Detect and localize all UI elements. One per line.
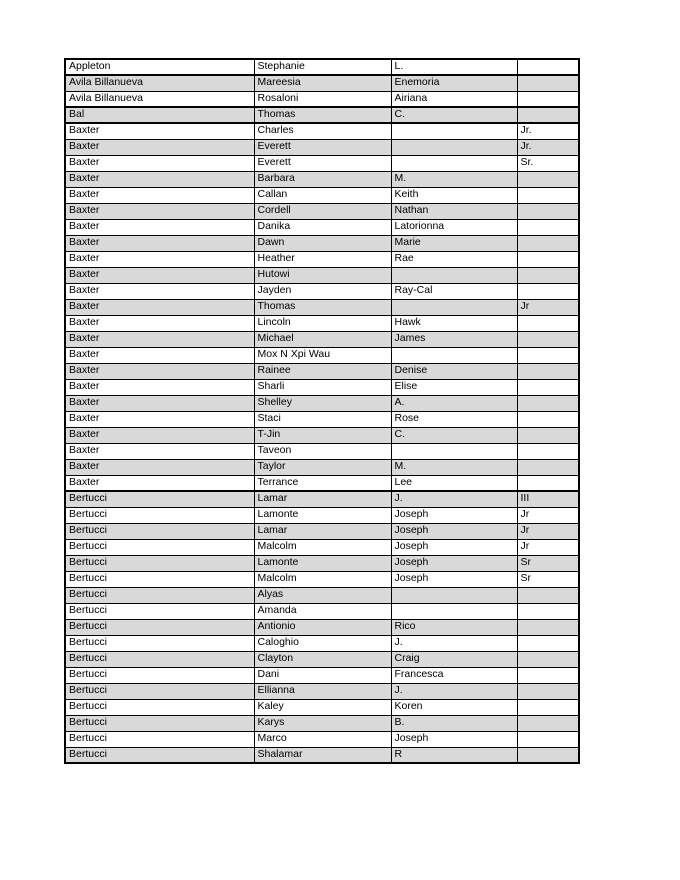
first-name-cell: Michael <box>254 331 391 347</box>
table-row <box>65 539 579 555</box>
table-row <box>65 347 579 363</box>
table-row <box>65 203 579 219</box>
table-row <box>65 747 579 763</box>
suffix-cell <box>517 587 579 603</box>
suffix-cell <box>517 443 579 459</box>
middle-name-cell: Joseph <box>391 731 517 747</box>
last-name-cell: Bertucci <box>65 587 254 603</box>
suffix-cell: Jr <box>517 299 579 315</box>
first-name-cell: Antionio <box>254 619 391 635</box>
suffix-cell <box>517 75 579 91</box>
middle-name-cell <box>391 139 517 155</box>
table-row <box>65 363 579 379</box>
suffix-cell: Jr. <box>517 123 579 139</box>
table-row <box>65 123 579 139</box>
table-row <box>65 459 579 475</box>
table-row <box>65 587 579 603</box>
last-name-cell: Bertucci <box>65 683 254 699</box>
first-name-cell: Kaley <box>254 699 391 715</box>
table-row <box>65 699 579 715</box>
first-name-cell: Shelley <box>254 395 391 411</box>
suffix-cell <box>517 235 579 251</box>
middle-name-cell: M. <box>391 459 517 475</box>
suffix-cell: Jr <box>517 523 579 539</box>
middle-name-cell: Enemoria <box>391 75 517 91</box>
middle-name-cell: J. <box>391 683 517 699</box>
suffix-cell <box>517 731 579 747</box>
middle-name-cell: Nathan <box>391 203 517 219</box>
last-name-cell: Baxter <box>65 251 254 267</box>
table-row <box>65 283 579 299</box>
names-table <box>64 58 580 764</box>
first-name-cell: Lamar <box>254 523 391 539</box>
middle-name-cell: Denise <box>391 363 517 379</box>
table-row <box>65 107 579 123</box>
table-row <box>65 155 579 171</box>
names-table-body <box>65 59 579 763</box>
table-row <box>65 667 579 683</box>
middle-name-cell: Joseph <box>391 507 517 523</box>
table-row <box>65 715 579 731</box>
suffix-cell <box>517 715 579 731</box>
table-row <box>65 507 579 523</box>
table-row <box>65 395 579 411</box>
table-row <box>65 571 579 587</box>
last-name-cell: Bertucci <box>65 491 254 507</box>
first-name-cell: Lamonte <box>254 555 391 571</box>
suffix-cell <box>517 283 579 299</box>
suffix-cell <box>517 603 579 619</box>
suffix-cell <box>517 203 579 219</box>
middle-name-cell: M. <box>391 171 517 187</box>
first-name-cell: Caloghio <box>254 635 391 651</box>
first-name-cell: Lincoln <box>254 315 391 331</box>
suffix-cell <box>517 475 579 491</box>
middle-name-cell: Craig <box>391 651 517 667</box>
last-name-cell: Baxter <box>65 475 254 491</box>
last-name-cell: Baxter <box>65 187 254 203</box>
suffix-cell <box>517 747 579 763</box>
suffix-cell <box>517 251 579 267</box>
middle-name-cell: L. <box>391 59 517 75</box>
table-row <box>65 491 579 507</box>
first-name-cell: Ellianna <box>254 683 391 699</box>
table-row <box>65 411 579 427</box>
middle-name-cell: Joseph <box>391 571 517 587</box>
first-name-cell: Lamar <box>254 491 391 507</box>
table-row <box>65 683 579 699</box>
suffix-cell <box>517 315 579 331</box>
suffix-cell <box>517 395 579 411</box>
suffix-cell: Sr <box>517 555 579 571</box>
last-name-cell: Bertucci <box>65 731 254 747</box>
table-row <box>65 731 579 747</box>
suffix-cell <box>517 107 579 123</box>
last-name-cell: Baxter <box>65 155 254 171</box>
suffix-cell: Jr. <box>517 139 579 155</box>
last-name-cell: Bertucci <box>65 555 254 571</box>
middle-name-cell: Koren <box>391 699 517 715</box>
middle-name-cell <box>391 603 517 619</box>
first-name-cell: Charles <box>254 123 391 139</box>
table-row <box>65 331 579 347</box>
middle-name-cell <box>391 267 517 283</box>
middle-name-cell: Rico <box>391 619 517 635</box>
middle-name-cell: J. <box>391 491 517 507</box>
last-name-cell: Baxter <box>65 315 254 331</box>
last-name-cell: Baxter <box>65 267 254 283</box>
last-name-cell: Baxter <box>65 283 254 299</box>
suffix-cell <box>517 91 579 107</box>
table-row <box>65 443 579 459</box>
first-name-cell: Barbara <box>254 171 391 187</box>
suffix-cell <box>517 667 579 683</box>
suffix-cell <box>517 219 579 235</box>
last-name-cell: Bertucci <box>65 507 254 523</box>
last-name-cell: Bertucci <box>65 539 254 555</box>
table-row <box>65 315 579 331</box>
last-name-cell: Bertucci <box>65 747 254 763</box>
first-name-cell: Hutowi <box>254 267 391 283</box>
suffix-cell: Jr <box>517 539 579 555</box>
middle-name-cell: Rae <box>391 251 517 267</box>
first-name-cell: Taylor <box>254 459 391 475</box>
suffix-cell <box>517 683 579 699</box>
first-name-cell: Sharli <box>254 379 391 395</box>
table-row <box>65 555 579 571</box>
table-row <box>65 187 579 203</box>
last-name-cell: Baxter <box>65 395 254 411</box>
first-name-cell: Shalamar <box>254 747 391 763</box>
middle-name-cell <box>391 299 517 315</box>
last-name-cell: Avila Billanueva <box>65 75 254 91</box>
table-row <box>65 75 579 91</box>
table-row <box>65 235 579 251</box>
first-name-cell: Dani <box>254 667 391 683</box>
last-name-cell: Baxter <box>65 363 254 379</box>
last-name-cell: Baxter <box>65 235 254 251</box>
first-name-cell: Thomas <box>254 107 391 123</box>
table-row <box>65 59 579 75</box>
last-name-cell: Bertucci <box>65 651 254 667</box>
first-name-cell: Rosaloni <box>254 91 391 107</box>
middle-name-cell: Hawk <box>391 315 517 331</box>
last-name-cell: Avila Billanueva <box>65 91 254 107</box>
suffix-cell <box>517 427 579 443</box>
last-name-cell: Bertucci <box>65 523 254 539</box>
first-name-cell: Mareesia <box>254 75 391 91</box>
first-name-cell: Jayden <box>254 283 391 299</box>
first-name-cell: Mox N Xpi Wau <box>254 347 391 363</box>
middle-name-cell <box>391 123 517 139</box>
first-name-cell: Alyas <box>254 587 391 603</box>
first-name-cell: Terrance <box>254 475 391 491</box>
first-name-cell: Rainee <box>254 363 391 379</box>
middle-name-cell <box>391 155 517 171</box>
last-name-cell: Baxter <box>65 171 254 187</box>
middle-name-cell <box>391 443 517 459</box>
middle-name-cell: Airiana <box>391 91 517 107</box>
suffix-cell <box>517 363 579 379</box>
last-name-cell: Baxter <box>65 379 254 395</box>
last-name-cell: Bal <box>65 107 254 123</box>
last-name-cell: Bertucci <box>65 635 254 651</box>
suffix-cell <box>517 619 579 635</box>
last-name-cell: Baxter <box>65 427 254 443</box>
first-name-cell: Amanda <box>254 603 391 619</box>
last-name-cell: Baxter <box>65 203 254 219</box>
last-name-cell: Baxter <box>65 331 254 347</box>
suffix-cell: III <box>517 491 579 507</box>
suffix-cell <box>517 187 579 203</box>
first-name-cell: Staci <box>254 411 391 427</box>
middle-name-cell: Keith <box>391 187 517 203</box>
first-name-cell: Malcolm <box>254 539 391 555</box>
table-row <box>65 251 579 267</box>
first-name-cell: Danika <box>254 219 391 235</box>
first-name-cell: Stephanie <box>254 59 391 75</box>
first-name-cell: Cordell <box>254 203 391 219</box>
last-name-cell: Bertucci <box>65 699 254 715</box>
suffix-cell <box>517 331 579 347</box>
middle-name-cell: Latorionna <box>391 219 517 235</box>
first-name-cell: Heather <box>254 251 391 267</box>
table-row <box>65 267 579 283</box>
table-row <box>65 619 579 635</box>
middle-name-cell <box>391 347 517 363</box>
suffix-cell <box>517 459 579 475</box>
last-name-cell: Baxter <box>65 443 254 459</box>
first-name-cell: Dawn <box>254 235 391 251</box>
first-name-cell: Thomas <box>254 299 391 315</box>
middle-name-cell: R <box>391 747 517 763</box>
last-name-cell: Baxter <box>65 123 254 139</box>
last-name-cell: Baxter <box>65 347 254 363</box>
suffix-cell <box>517 59 579 75</box>
middle-name-cell: Ray-Cal <box>391 283 517 299</box>
last-name-cell: Baxter <box>65 299 254 315</box>
table-row <box>65 635 579 651</box>
middle-name-cell: J. <box>391 635 517 651</box>
middle-name-cell: C. <box>391 107 517 123</box>
middle-name-cell: James <box>391 331 517 347</box>
table-row <box>65 171 579 187</box>
middle-name-cell <box>391 587 517 603</box>
suffix-cell <box>517 411 579 427</box>
middle-name-cell: A. <box>391 395 517 411</box>
middle-name-cell: Rose <box>391 411 517 427</box>
last-name-cell: Bertucci <box>65 667 254 683</box>
suffix-cell <box>517 379 579 395</box>
last-name-cell: Bertucci <box>65 715 254 731</box>
last-name-cell: Baxter <box>65 219 254 235</box>
last-name-cell: Baxter <box>65 459 254 475</box>
first-name-cell: Callan <box>254 187 391 203</box>
table-row <box>65 219 579 235</box>
middle-name-cell: Joseph <box>391 539 517 555</box>
suffix-cell: Sr. <box>517 155 579 171</box>
first-name-cell: Everett <box>254 139 391 155</box>
table-row <box>65 91 579 107</box>
last-name-cell: Baxter <box>65 139 254 155</box>
suffix-cell: Sr <box>517 571 579 587</box>
table-row <box>65 475 579 491</box>
middle-name-cell: B. <box>391 715 517 731</box>
suffix-cell <box>517 651 579 667</box>
last-name-cell: Bertucci <box>65 571 254 587</box>
middle-name-cell: Marie <box>391 235 517 251</box>
suffix-cell <box>517 267 579 283</box>
middle-name-cell: Lee <box>391 475 517 491</box>
middle-name-cell: Joseph <box>391 523 517 539</box>
last-name-cell: Bertucci <box>65 619 254 635</box>
table-row <box>65 603 579 619</box>
first-name-cell: Lamonte <box>254 507 391 523</box>
suffix-cell <box>517 635 579 651</box>
first-name-cell: Marco <box>254 731 391 747</box>
table-row <box>65 379 579 395</box>
table-row <box>65 299 579 315</box>
first-name-cell: Karys <box>254 715 391 731</box>
suffix-cell <box>517 347 579 363</box>
table-row <box>65 139 579 155</box>
middle-name-cell: Joseph <box>391 555 517 571</box>
table-row <box>65 651 579 667</box>
suffix-cell <box>517 171 579 187</box>
table-row <box>65 427 579 443</box>
middle-name-cell: C. <box>391 427 517 443</box>
middle-name-cell: Elise <box>391 379 517 395</box>
first-name-cell: Clayton <box>254 651 391 667</box>
table-row <box>65 523 579 539</box>
first-name-cell: Malcolm <box>254 571 391 587</box>
suffix-cell <box>517 699 579 715</box>
first-name-cell: T-Jin <box>254 427 391 443</box>
last-name-cell: Baxter <box>65 411 254 427</box>
last-name-cell: Appleton <box>65 59 254 75</box>
middle-name-cell: Francesca <box>391 667 517 683</box>
suffix-cell: Jr <box>517 507 579 523</box>
first-name-cell: Everett <box>254 155 391 171</box>
first-name-cell: Taveon <box>254 443 391 459</box>
last-name-cell: Bertucci <box>65 603 254 619</box>
